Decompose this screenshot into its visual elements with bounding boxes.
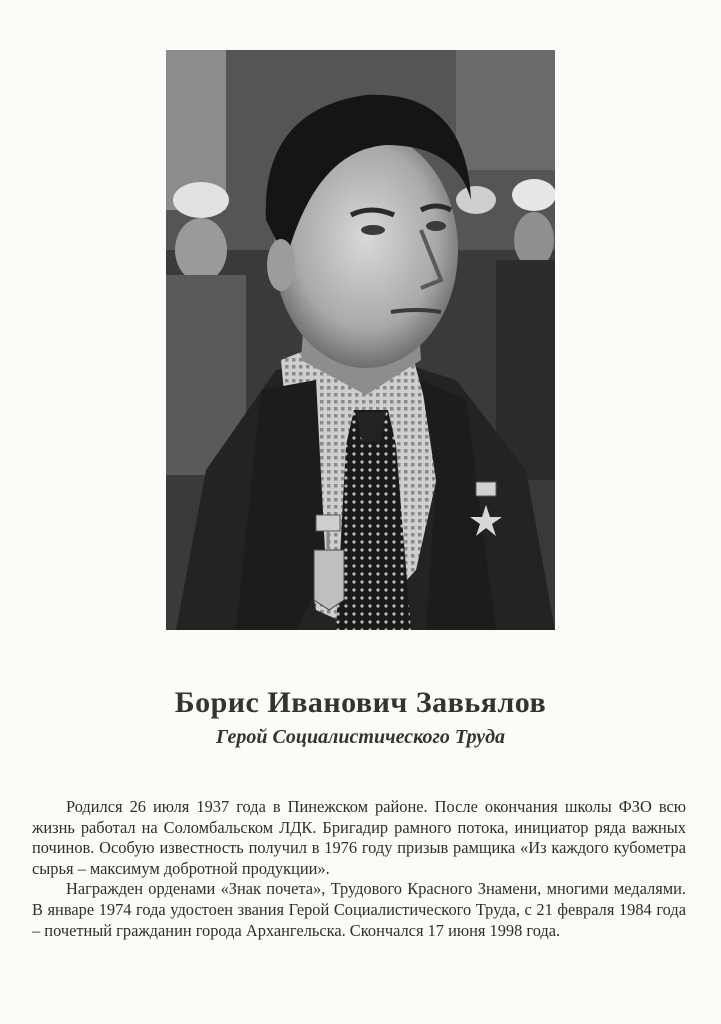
portrait-photo — [166, 50, 555, 630]
person-name: Борис Иванович Завьялов — [174, 686, 547, 719]
biography-paragraph: Родился 26 июля 1937 года в Пинежском районе. После окончания школы ФЗО всю жизнь работал на Соломбальском ЛДК. Бригадир рамного потока, инициатор ряда важных починов. Особую известность получил в 1976 году призыв рамщика «Из каждого кубометра сырья – максимум добротной продукции». — [32, 797, 686, 878]
person-title: Герой Социалистического Труда — [215, 726, 506, 748]
biography-paragraph: Награжден орденами «Знак почета», Трудового Красного Знамени, многими медалями. В январе 1974 года удостоен звания Герой Социалистического Труда, с 21 февраля 1984 года – почетный гражданин города Архангельска. Скончался 17 июня 1998 года. — [32, 879, 686, 940]
biography-text — [32, 797, 686, 941]
